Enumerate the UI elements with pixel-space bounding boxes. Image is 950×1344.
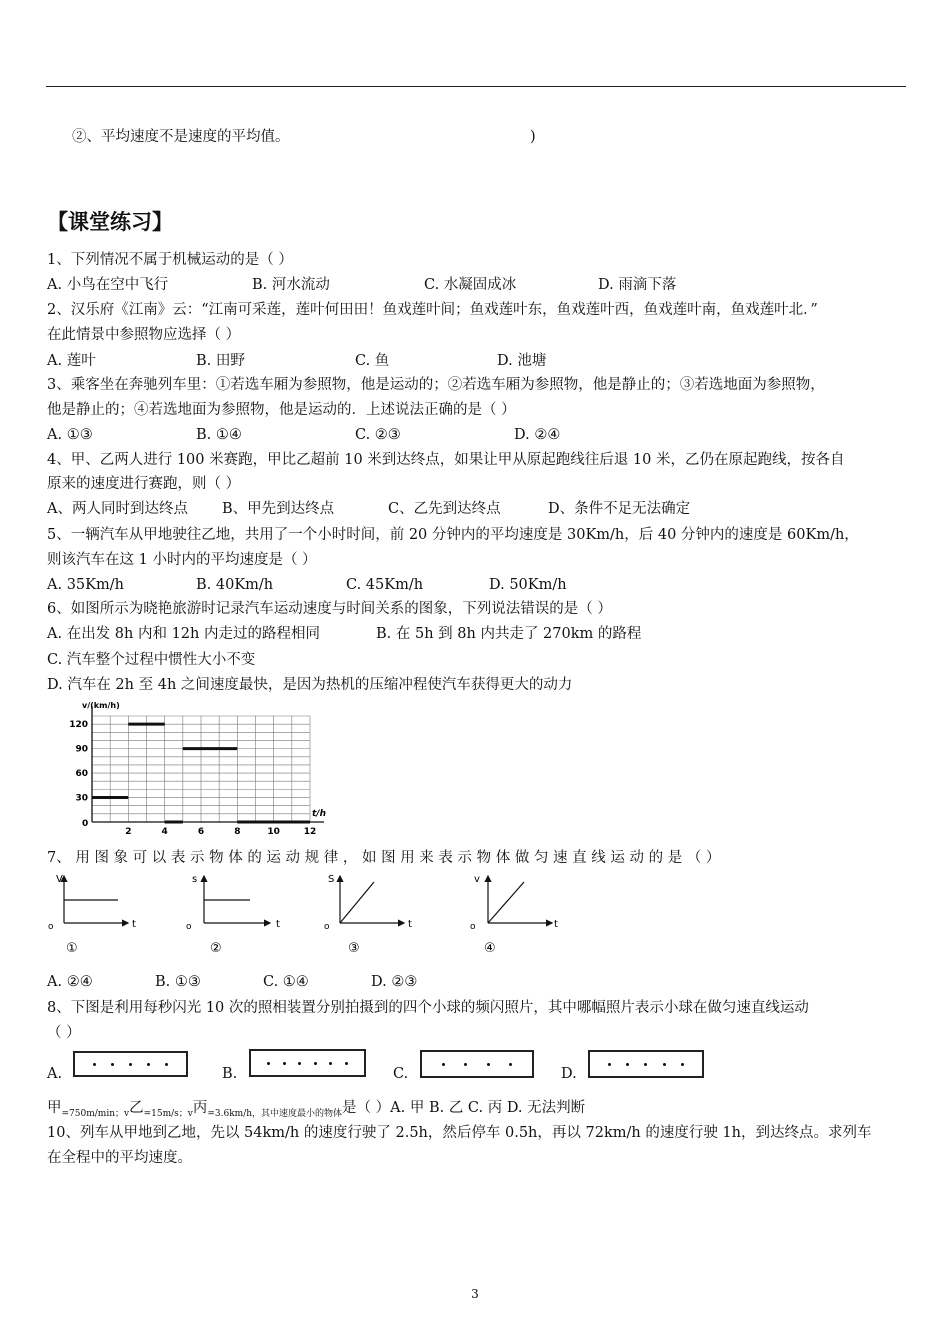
- graph-2-ylabel: s: [192, 874, 198, 885]
- q6-option-c: C. 汽车整个过程中惯性大小不变: [47, 652, 256, 668]
- q6-option-d: D. 汽车在 2h 至 4h 之间速度最快，是因为热机的压缩冲程使汽车获得更大的动力: [47, 677, 573, 693]
- q9-stem-2: 10、列车从甲地到乙地，先以 54km/h 的速度行驶了 2.5h，然后停车 0.5h，再以 72km/h 的速度行驶 1h，到达终点。求列车: [47, 1125, 872, 1141]
- q1-option-c: C. 水凝固成冰: [424, 277, 517, 293]
- q8-photo-d: [588, 1050, 704, 1078]
- q9-stem-1: 甲$_{=750m/min;v}$乙$_{=15m/s;v}$丙$_{=3.6km/h,其中速度最小的物体}$是（ ）A. 甲 B. 乙 C. 丙 D. 无法判断: [47, 1100, 586, 1119]
- q8-label-c: C.: [393, 1066, 409, 1082]
- q5-option-c: C. 45Km/h: [346, 577, 424, 593]
- graph-4-origin: o: [470, 922, 476, 932]
- graph-3-ylabel: S: [328, 874, 335, 885]
- q8-label-a: A.: [47, 1066, 63, 1082]
- y-tick-label: 30: [75, 793, 88, 804]
- graph-2-xlabel: t: [276, 919, 280, 930]
- q1-option-b: B. 河水流动: [252, 277, 330, 293]
- y-tick-label: 120: [69, 720, 88, 731]
- q1-option-a: A. 小鸟在空中飞行: [47, 277, 169, 293]
- graph-2-origin: o: [186, 922, 192, 932]
- graph-3-origin: o: [324, 922, 330, 932]
- header-rule: [46, 86, 906, 87]
- q3-option-b: B. ①④: [196, 427, 242, 443]
- q7-option-c: C. ①④: [263, 974, 309, 990]
- q3-option-c: C. ②③: [355, 427, 401, 443]
- q8-stem-1: 8、下图是利用每秒闪光 10 次的照相装置分别拍摄到的四个小球的频闪照片，其中哪幅照片表示小球在做匀速直线运动: [47, 1000, 809, 1016]
- intro-paren: ): [530, 129, 536, 145]
- q7-stem: 7、 用 图 象 可 以 表 示 物 体 的 运 动 规 律 ， 如 图 用 来 表 示 物 体 做 匀 速 直 线 运 动 的 是 （ ）: [47, 850, 721, 866]
- graph-1: [48, 874, 136, 956]
- q7-graphs: [40, 868, 580, 960]
- graph-2-label: ②: [210, 941, 222, 956]
- chart-grid: [92, 716, 310, 822]
- q10-stem-1: 在全程中的平均速度。: [47, 1150, 192, 1166]
- graph-3-xlabel: t: [408, 919, 412, 930]
- q4-stem-2: 原来的速度进行赛跑，则（ ）: [47, 476, 241, 492]
- x-tick-label: 2: [125, 827, 132, 837]
- section-title: 【课堂练习】: [47, 210, 173, 234]
- q8-photo-a: [73, 1051, 188, 1077]
- q2-option-a: A. 莲叶: [47, 353, 96, 369]
- x-axis-label: t/h: [312, 809, 326, 819]
- q8-stem-2: （ ）: [47, 1025, 81, 1041]
- graph-1-xlabel: t: [132, 919, 136, 930]
- q7-option-b: B. ①③: [155, 974, 201, 990]
- q5-stem-2: 则该汽车在这 1 小时内的平均速度是（ ）: [47, 552, 317, 568]
- graph-3: [324, 874, 412, 956]
- q3-option-a: A. ①③: [47, 427, 93, 443]
- q7-option-a: A. ②④: [47, 974, 93, 990]
- q8-label-d: D.: [561, 1066, 577, 1082]
- q6-option-a: A. 在出发 8h 内和 12h 内走过的路程相同: [47, 626, 320, 642]
- q2-stem-2: 在此情景中参照物应选择（ ）: [47, 327, 241, 343]
- q2-option-c: C. 鱼: [355, 353, 390, 369]
- graph-1-origin: o: [48, 922, 54, 932]
- q8-photo-b: [249, 1049, 366, 1077]
- graph-4-line: [488, 882, 524, 923]
- velocity-time-chart: [60, 700, 340, 840]
- y-tick-label: 60: [75, 769, 88, 780]
- q2-stem-1: 2、汉乐府《江南》云：“江南可采莲，莲叶何田田！鱼戏莲叶间；鱼戏莲叶东，鱼戏莲叶西，鱼戏莲叶南，鱼戏莲叶北．”: [47, 302, 818, 318]
- x-tick-label: 12: [303, 827, 317, 837]
- q7-option-d: D. ②③: [371, 974, 418, 990]
- q3-option-d: D. ②④: [514, 427, 561, 443]
- graph-4-ylabel: v: [474, 874, 480, 885]
- q6-option-b: B. 在 5h 到 8h 内共走了 270km 的路程: [376, 626, 642, 642]
- q8-photo-c: [420, 1050, 534, 1078]
- q5-option-d: D. 50Km/h: [489, 577, 567, 593]
- graph-1-ylabel: V: [56, 874, 63, 885]
- chart-ticks: [69, 720, 316, 837]
- graph-3-line: [340, 882, 374, 923]
- origin-label: 0: [82, 819, 89, 829]
- graph-1-label: ①: [66, 941, 78, 956]
- q5-option-b: B. 40Km/h: [196, 577, 274, 593]
- q4-option-d: D、条件不足无法确定: [548, 501, 691, 517]
- graph-2: [186, 874, 280, 956]
- x-tick-label: 8: [234, 827, 241, 837]
- q1-option-d: D. 雨滴下落: [598, 277, 677, 293]
- x-tick-label: 6: [197, 827, 205, 837]
- q8-label-b: B.: [222, 1066, 238, 1082]
- q5-option-a: A. 35Km/h: [47, 577, 124, 593]
- intro-point-2: ②、平均速度不是速度的平均值。: [72, 129, 290, 145]
- graph-3-label: ③: [348, 941, 360, 956]
- chart-axes: [82, 701, 326, 822]
- q4-option-a: A、两人同时到达终点: [47, 501, 188, 517]
- graph-4-xlabel: t: [554, 919, 558, 930]
- y-axis-label: v/(km/h): [82, 701, 120, 710]
- y-tick-label: 90: [75, 744, 88, 755]
- q4-option-c: C、乙先到达终点: [388, 501, 501, 517]
- page-number: 3: [471, 1287, 479, 1301]
- q5-stem-1: 5、一辆汽车从甲地驶往乙地，共用了一个小时时间，前 20 分钟内的平均速度是 30Km/h，后 40 分钟内的速度是 60Km/h，: [47, 527, 859, 543]
- x-tick-label: 4: [161, 827, 168, 837]
- q1-stem: 1、下列情况不属于机械运动的是（ ）: [47, 252, 293, 268]
- q2-option-b: B. 田野: [196, 353, 245, 369]
- q3-stem-2: 他是静止的；④若选地面为参照物，他是运动的．上述说法正确的是（ ）: [47, 402, 516, 418]
- q4-option-b: B、甲先到达终点: [222, 501, 335, 517]
- graph-4-label: ④: [484, 941, 496, 956]
- q2-option-d: D. 池塘: [497, 353, 547, 369]
- q6-stem: 6、如图所示为晓艳旅游时记录汽车运动速度与时间关系的图象，下列说法错误的是（ ）: [47, 601, 612, 617]
- graph-4: [470, 874, 558, 956]
- q4-stem-1: 4、甲、乙两人进行 100 米赛跑，甲比乙超前 10 米到达终点，如果让甲从原起跑线往后退 10 米，乙仍在原起跑线，按各自: [47, 452, 845, 468]
- q3-stem-1: 3、乘客坐在奔驰列车里：①若选车厢为参照物，他是运动的；②若选车厢为参照物，他是静止的；③若选地面为参照物，: [47, 377, 825, 393]
- x-tick-label: 10: [267, 827, 280, 837]
